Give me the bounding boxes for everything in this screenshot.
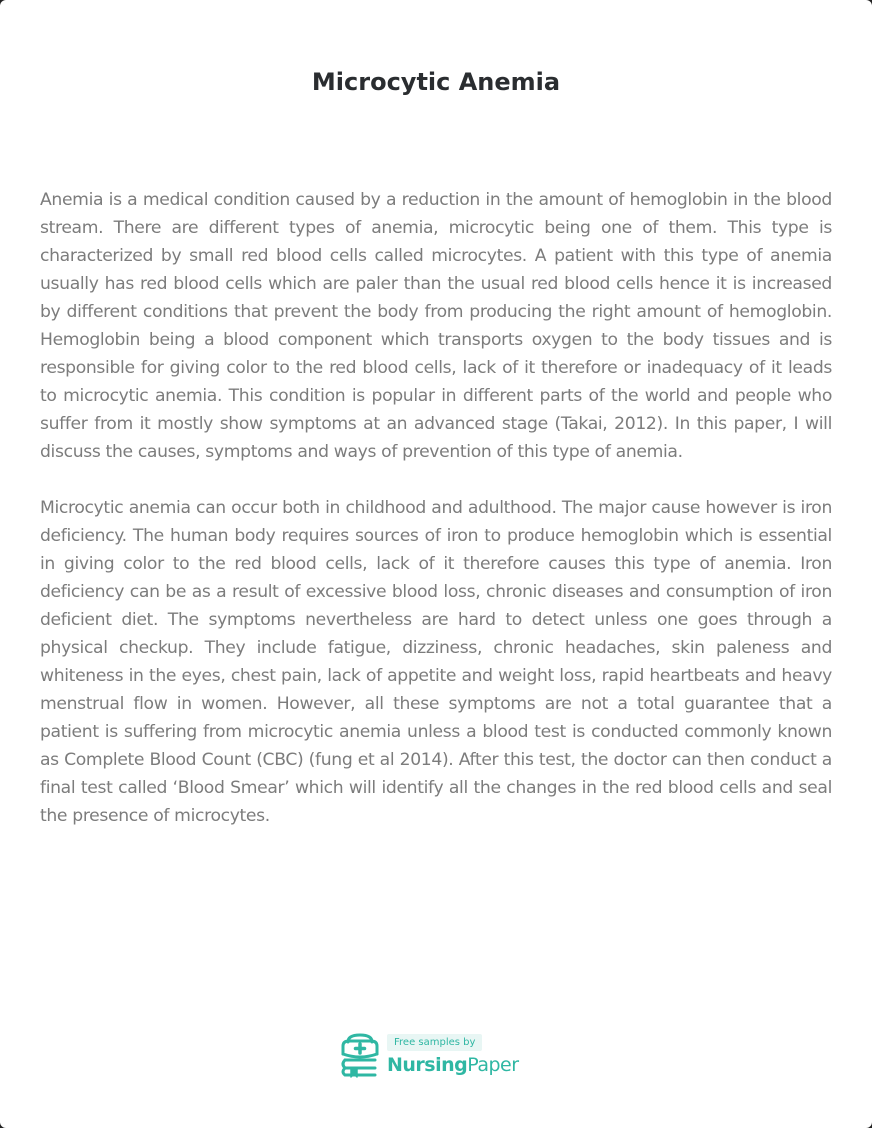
- nursing-paper-logo: [339, 1031, 519, 1079]
- document-title: Microcytic Anemia: [311, 68, 561, 96]
- logo-tagline: Free samples by: [387, 1034, 482, 1051]
- document-body: [40, 186, 832, 858]
- logo-brand-light: Paper: [467, 1053, 519, 1076]
- paragraph-intro: Anemia is a medical condition caused by a reduction in the amount of hemoglobin in the blood stream. There are different types of anemia, microcytic being one of them. This type is characterized by small red blood cells called microcytes. A patient with this type of anemia usually has red blood cells which are paler than the usual red blood cells hence it is increased by different conditions that prevent the body from producing the right amount of hemoglobin. Hemoglobin being a blood component which transports oxygen to the body tissues and is responsible for giving color to the red blood cells, lack of it therefore or inadequacy of it leads to microcytic anemia. This condition is popular in different parts of the world and people who suffer from it mostly show symptoms at an advanced stage (Takai, 2012). In this paper, I will discuss the causes, symptoms and ways of prevention of this type of anemia.: [40, 190, 832, 462]
- logo-brand-bold: Nursing: [387, 1053, 468, 1076]
- logo-brand: [387, 1053, 519, 1077]
- logo-text: [387, 1034, 519, 1077]
- paragraph-causes-symptoms: Microcytic anemia can occur both in childhood and adulthood. The major cause however is iron deficiency. The human body requires sources of iron to produce hemoglobin which is essential in giving color to the red blood cells, lack of it therefore causes this type of anemia. Iron deficiency can be as a result of excessive blood loss, chronic diseases and consumption of iron deficient diet. The symptoms nevertheless are hard to detect unless one goes through a physical checkup. They include fatigue, dizziness, chronic headaches, skin paleness and whiteness in the eyes, chest pain, lack of appetite and weight loss, rapid heartbeats and heavy menstrual flow in women. However, all these symptoms are not a total guarantee that a patient is suffering from microcytic anemia unless a blood test is conducted commonly known as Complete Blood Count (CBC) (fung et al 2014). After this test, the doctor can then conduct a final test called ‘Blood Smear’ which will identify all the changes in the red blood cells and seal the presence of microcytes.: [40, 498, 832, 826]
- nurse-cap-book-icon: [339, 1032, 381, 1078]
